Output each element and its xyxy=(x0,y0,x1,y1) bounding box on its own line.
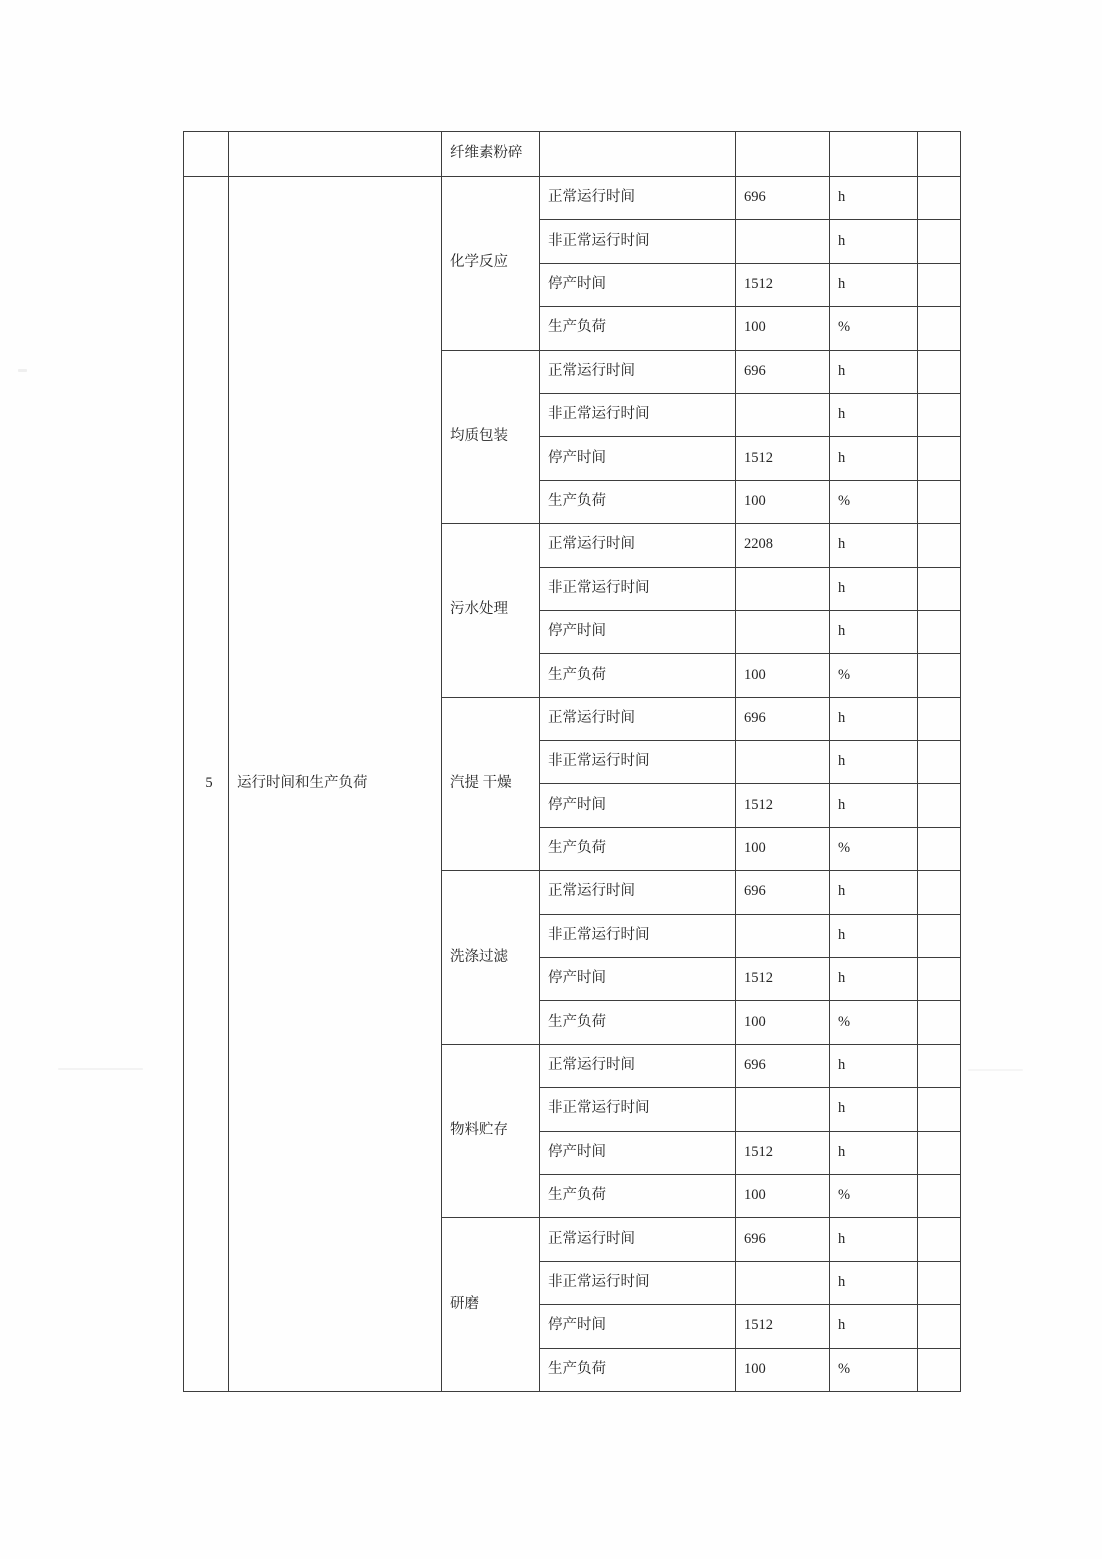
remark-cell xyxy=(918,567,961,610)
value-cell: 696 xyxy=(736,350,830,393)
unit-cell: h xyxy=(830,1131,918,1174)
unit-cell: h xyxy=(830,393,918,436)
table-row xyxy=(184,177,961,220)
remark-cell xyxy=(918,827,961,870)
unit-cell: h xyxy=(830,610,918,653)
value-cell: 696 xyxy=(736,177,830,220)
parameter-cell: 生产负荷 xyxy=(540,480,736,523)
parameter-cell: 停产时间 xyxy=(540,784,736,827)
remark-cell xyxy=(918,958,961,1001)
value-cell: 100 xyxy=(736,307,830,350)
value-cell: 100 xyxy=(736,480,830,523)
value-cell xyxy=(736,393,830,436)
value-cell: 1512 xyxy=(736,1131,830,1174)
unit-cell: h xyxy=(830,220,918,263)
unit-cell: h xyxy=(830,784,918,827)
parameter-cell: 正常运行时间 xyxy=(540,177,736,220)
parameter-cell: 停产时间 xyxy=(540,263,736,306)
parameter-cell: 非正常运行时间 xyxy=(540,393,736,436)
parameter-cell: 非正常运行时间 xyxy=(540,1088,736,1131)
remark-cell xyxy=(918,1348,961,1391)
value-cell xyxy=(736,914,830,957)
value-cell: 100 xyxy=(736,1348,830,1391)
value-cell xyxy=(736,132,830,177)
parameter-cell: 生产负荷 xyxy=(540,307,736,350)
section-index-cell: 5 xyxy=(184,177,229,1392)
unit-cell: h xyxy=(830,177,918,220)
remark-cell xyxy=(918,1174,961,1217)
value-cell: 696 xyxy=(736,1218,830,1261)
parameter-cell: 非正常运行时间 xyxy=(540,567,736,610)
unit-cell: % xyxy=(830,1348,918,1391)
parameter-cell: 停产时间 xyxy=(540,1131,736,1174)
parameter-cell: 正常运行时间 xyxy=(540,697,736,740)
value-cell: 100 xyxy=(736,654,830,697)
remark-cell xyxy=(918,393,961,436)
process-cell: 均质包装 xyxy=(442,350,540,524)
process-cell: 化学反应 xyxy=(442,177,540,351)
process-cell: 纤维素粉碎 xyxy=(442,132,540,177)
value-cell: 1512 xyxy=(736,437,830,480)
remark-cell xyxy=(918,741,961,784)
remark-cell xyxy=(918,1261,961,1304)
unit-cell: h xyxy=(830,1044,918,1087)
remark-cell xyxy=(918,1001,961,1044)
remark-cell xyxy=(918,177,961,220)
unit-cell: h xyxy=(830,1088,918,1131)
remark-cell xyxy=(918,1088,961,1131)
unit-cell xyxy=(830,132,918,177)
unit-cell: h xyxy=(830,263,918,306)
parameter-cell: 停产时间 xyxy=(540,1305,736,1348)
section-category-cell: 运行时间和生产负荷 xyxy=(229,177,442,1392)
category-cell xyxy=(229,132,442,177)
remark-cell xyxy=(918,697,961,740)
parameter-cell: 停产时间 xyxy=(540,610,736,653)
parameter-cell: 非正常运行时间 xyxy=(540,741,736,784)
value-cell: 100 xyxy=(736,1001,830,1044)
value-cell xyxy=(736,220,830,263)
process-cell: 物料贮存 xyxy=(442,1044,540,1218)
process-cell: 研磨 xyxy=(442,1218,540,1392)
remark-cell xyxy=(918,480,961,523)
remark-cell xyxy=(918,132,961,177)
value-cell: 100 xyxy=(736,827,830,870)
unit-cell: % xyxy=(830,480,918,523)
parameter-cell: 停产时间 xyxy=(540,958,736,1001)
remark-cell xyxy=(918,524,961,567)
parameter-cell xyxy=(540,132,736,177)
value-cell: 1512 xyxy=(736,1305,830,1348)
unit-cell: % xyxy=(830,1001,918,1044)
unit-cell: h xyxy=(830,958,918,1001)
row-index-cell xyxy=(184,132,229,177)
unit-cell: % xyxy=(830,1174,918,1217)
remark-cell xyxy=(918,437,961,480)
unit-cell: h xyxy=(830,437,918,480)
parameter-cell: 正常运行时间 xyxy=(540,871,736,914)
unit-cell: h xyxy=(830,1305,918,1348)
parameter-cell: 生产负荷 xyxy=(540,654,736,697)
parameter-cell: 正常运行时间 xyxy=(540,350,736,393)
remark-cell xyxy=(918,871,961,914)
remark-cell xyxy=(918,914,961,957)
remark-cell xyxy=(918,1131,961,1174)
remark-cell xyxy=(918,350,961,393)
value-cell: 100 xyxy=(736,1174,830,1217)
value-cell xyxy=(736,610,830,653)
unit-cell: h xyxy=(830,1261,918,1304)
unit-cell: h xyxy=(830,1218,918,1261)
remark-cell xyxy=(918,610,961,653)
parameter-cell: 生产负荷 xyxy=(540,827,736,870)
value-cell: 1512 xyxy=(736,784,830,827)
scan-artifact xyxy=(58,1068,143,1070)
value-cell xyxy=(736,567,830,610)
unit-cell: h xyxy=(830,524,918,567)
value-cell: 1512 xyxy=(736,263,830,306)
parameter-cell: 正常运行时间 xyxy=(540,1044,736,1087)
parameter-cell: 正常运行时间 xyxy=(540,524,736,567)
parameter-cell: 正常运行时间 xyxy=(540,1218,736,1261)
remark-cell xyxy=(918,307,961,350)
value-cell xyxy=(736,1088,830,1131)
unit-cell: % xyxy=(830,307,918,350)
parameter-cell: 非正常运行时间 xyxy=(540,220,736,263)
unit-cell: h xyxy=(830,350,918,393)
value-cell: 2208 xyxy=(736,524,830,567)
process-cell: 洗涤过滤 xyxy=(442,871,540,1045)
parameter-cell: 非正常运行时间 xyxy=(540,914,736,957)
carryover-row xyxy=(184,132,961,177)
remark-cell xyxy=(918,1305,961,1348)
operation-time-and-load-table xyxy=(183,131,961,1392)
unit-cell: h xyxy=(830,697,918,740)
parameter-cell: 生产负荷 xyxy=(540,1174,736,1217)
remark-cell xyxy=(918,1044,961,1087)
unit-cell: % xyxy=(830,827,918,870)
scan-artifact xyxy=(18,369,27,372)
scan-artifact xyxy=(968,1069,1023,1071)
remark-cell xyxy=(918,1218,961,1261)
unit-cell: % xyxy=(830,654,918,697)
process-cell: 污水处理 xyxy=(442,524,540,698)
parameter-cell: 生产负荷 xyxy=(540,1001,736,1044)
value-cell: 696 xyxy=(736,871,830,914)
value-cell xyxy=(736,1261,830,1304)
value-cell xyxy=(736,741,830,784)
parameter-cell: 非正常运行时间 xyxy=(540,1261,736,1304)
parameter-cell: 生产负荷 xyxy=(540,1348,736,1391)
unit-cell: h xyxy=(830,567,918,610)
value-cell: 696 xyxy=(736,1044,830,1087)
unit-cell: h xyxy=(830,914,918,957)
process-cell: 汽提 干燥 xyxy=(442,697,540,871)
value-cell: 1512 xyxy=(736,958,830,1001)
remark-cell xyxy=(918,654,961,697)
unit-cell: h xyxy=(830,741,918,784)
parameter-cell: 停产时间 xyxy=(540,437,736,480)
remark-cell xyxy=(918,220,961,263)
unit-cell: h xyxy=(830,871,918,914)
remark-cell xyxy=(918,263,961,306)
value-cell: 696 xyxy=(736,697,830,740)
remark-cell xyxy=(918,784,961,827)
